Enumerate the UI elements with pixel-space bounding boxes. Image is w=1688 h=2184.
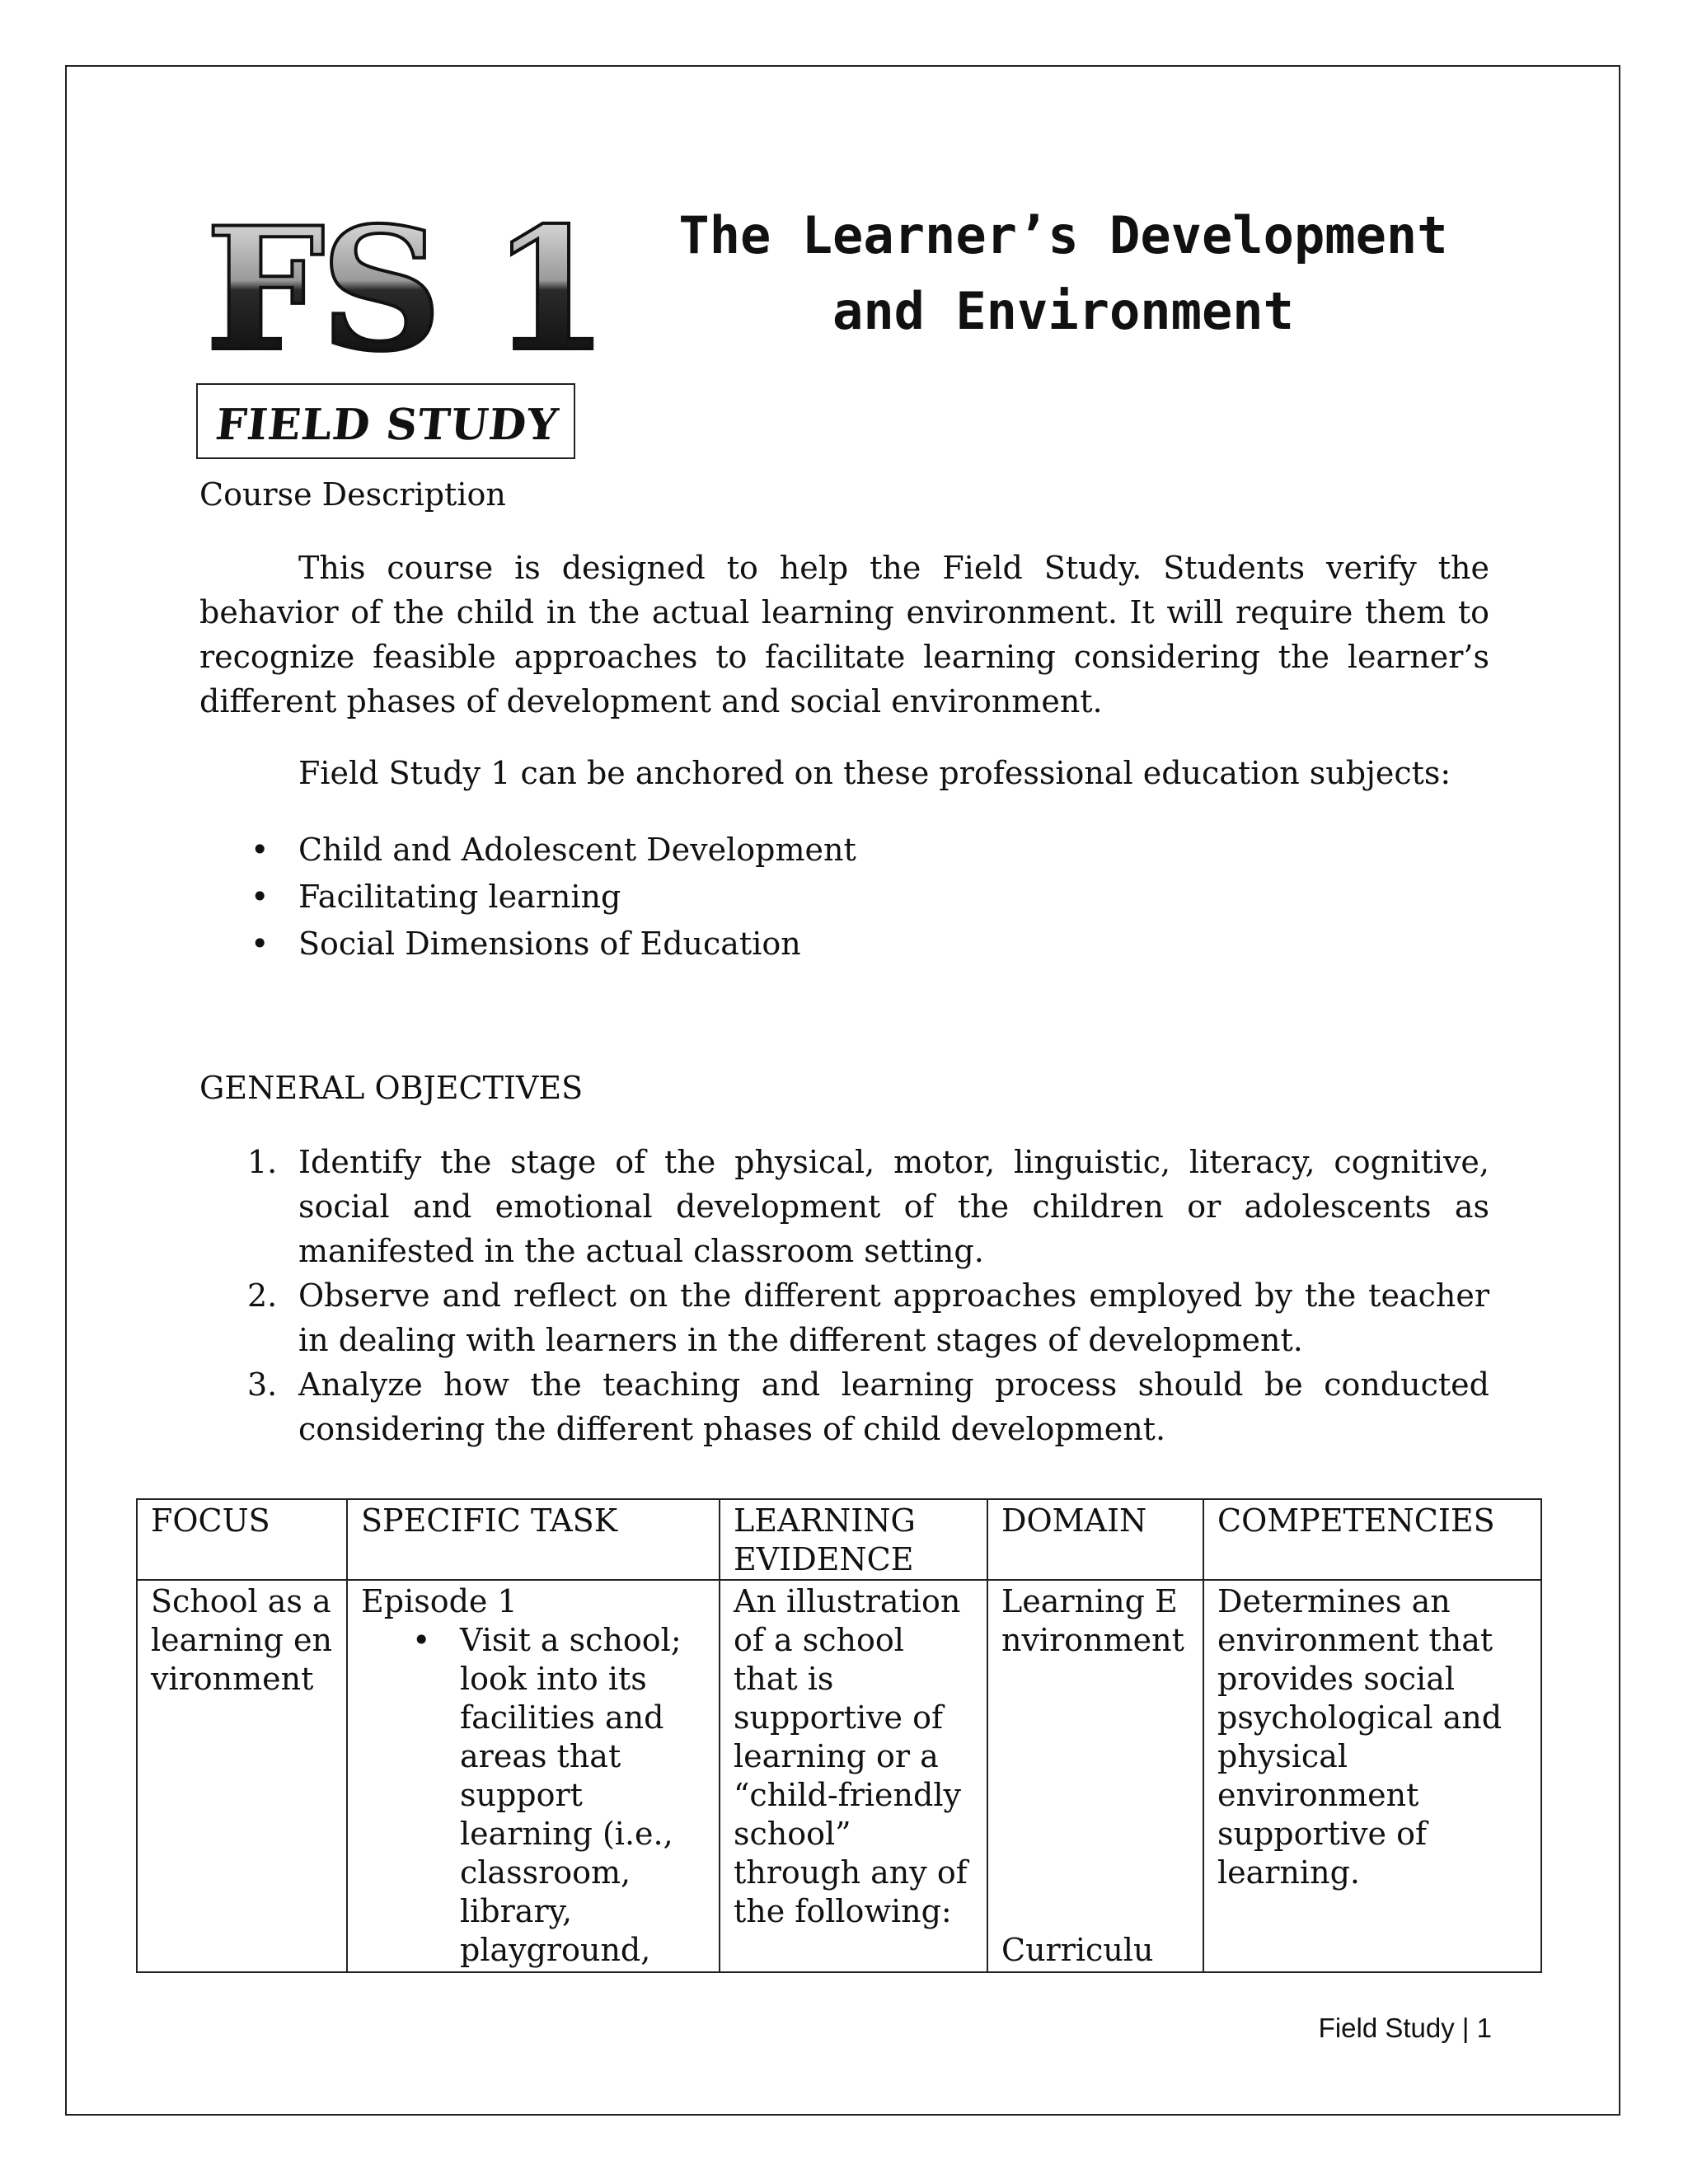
list-item: • Facilitating learning	[199, 874, 1489, 921]
objective-text: Identify the stage of the physical, motor, linguistic, literacy, cognitive, social and emotional development of the children or adolescents as manifested in the actual classroom setting.	[298, 1144, 1489, 1269]
objectives-list	[199, 1140, 1489, 1451]
header-learning-evidence: LEARNING EVIDENCE	[720, 1499, 987, 1580]
document-title	[626, 198, 1500, 349]
fs1-logo-text: FS 1	[205, 191, 604, 389]
fs1-logo-graphic	[202, 191, 604, 389]
title-line-1: The Learner’s Development	[678, 205, 1448, 265]
page-footer: Field Study | 1	[1318, 2013, 1492, 2043]
cell-focus: School as a learning environment	[137, 1580, 347, 1972]
list-item: • Child and Adolescent Development	[199, 827, 1489, 874]
list-item	[199, 1362, 1489, 1451]
table-row	[137, 1580, 1541, 1972]
task-list	[361, 1621, 706, 1970]
cell-specific-task	[347, 1580, 720, 1972]
subjects-list	[199, 827, 1489, 968]
header-competencies: COMPETENCIES	[1203, 1499, 1541, 1580]
objective-number: 1.	[247, 1144, 278, 1180]
header-focus: FOCUS	[137, 1499, 347, 1580]
episode-label: Episode 1	[361, 1583, 518, 1619]
list-item	[199, 1273, 1489, 1362]
title-line-2: and Environment	[832, 281, 1294, 341]
general-objectives-heading: GENERAL OBJECTIVES	[199, 1070, 584, 1106]
objective-number: 3.	[247, 1366, 278, 1403]
domain-primary: Learning Environment	[1001, 1583, 1184, 1658]
cell-domain	[987, 1580, 1203, 1972]
table-header-row	[137, 1499, 1541, 1580]
list-item: • Social Dimensions of Education	[199, 921, 1489, 968]
objective-number: 2.	[247, 1277, 278, 1314]
field-study-box	[196, 383, 575, 459]
competencies-table	[136, 1498, 1542, 1973]
anchor-intro: Field Study 1 can be anchored on these professional education subjects:	[298, 755, 1451, 791]
field-study-label: FIELD STUDY	[213, 400, 561, 450]
header-domain: DOMAIN	[987, 1499, 1203, 1580]
fs1-logo	[202, 191, 604, 389]
list-item	[199, 1140, 1489, 1273]
objective-text: Analyze how the teaching and learning process should be conducted considering the different phases of child development.	[298, 1366, 1489, 1447]
cell-competencies: Determines an environment that provides social psychological and physical environment supportive of learning.	[1203, 1580, 1541, 1972]
objective-text: Observe and reflect on the different approaches employed by the teacher in dealing with learners in the different stages of development.	[298, 1277, 1489, 1358]
header-specific-task: SPECIFIC TASK	[347, 1499, 720, 1580]
course-description-paragraph: This course is designed to help the Field Study. Students verify the behavior of the child in the actual learning environment. It will require them to recognize feasible approaches to facilitate learning considering the learner’s different phases of development and social environment.	[199, 550, 1489, 719]
domain-secondary: Curriculu	[1001, 1932, 1154, 1968]
list-item: • Visit a school; look into its facilities and areas that support learning (i.e., classroom, library, playground,	[361, 1621, 706, 1970]
course-description-heading: Course Description	[199, 476, 506, 513]
cell-learning-evidence: An illustration of a school that is supportive of learning or a “child-friendly school” through any of the following:	[720, 1580, 987, 1972]
